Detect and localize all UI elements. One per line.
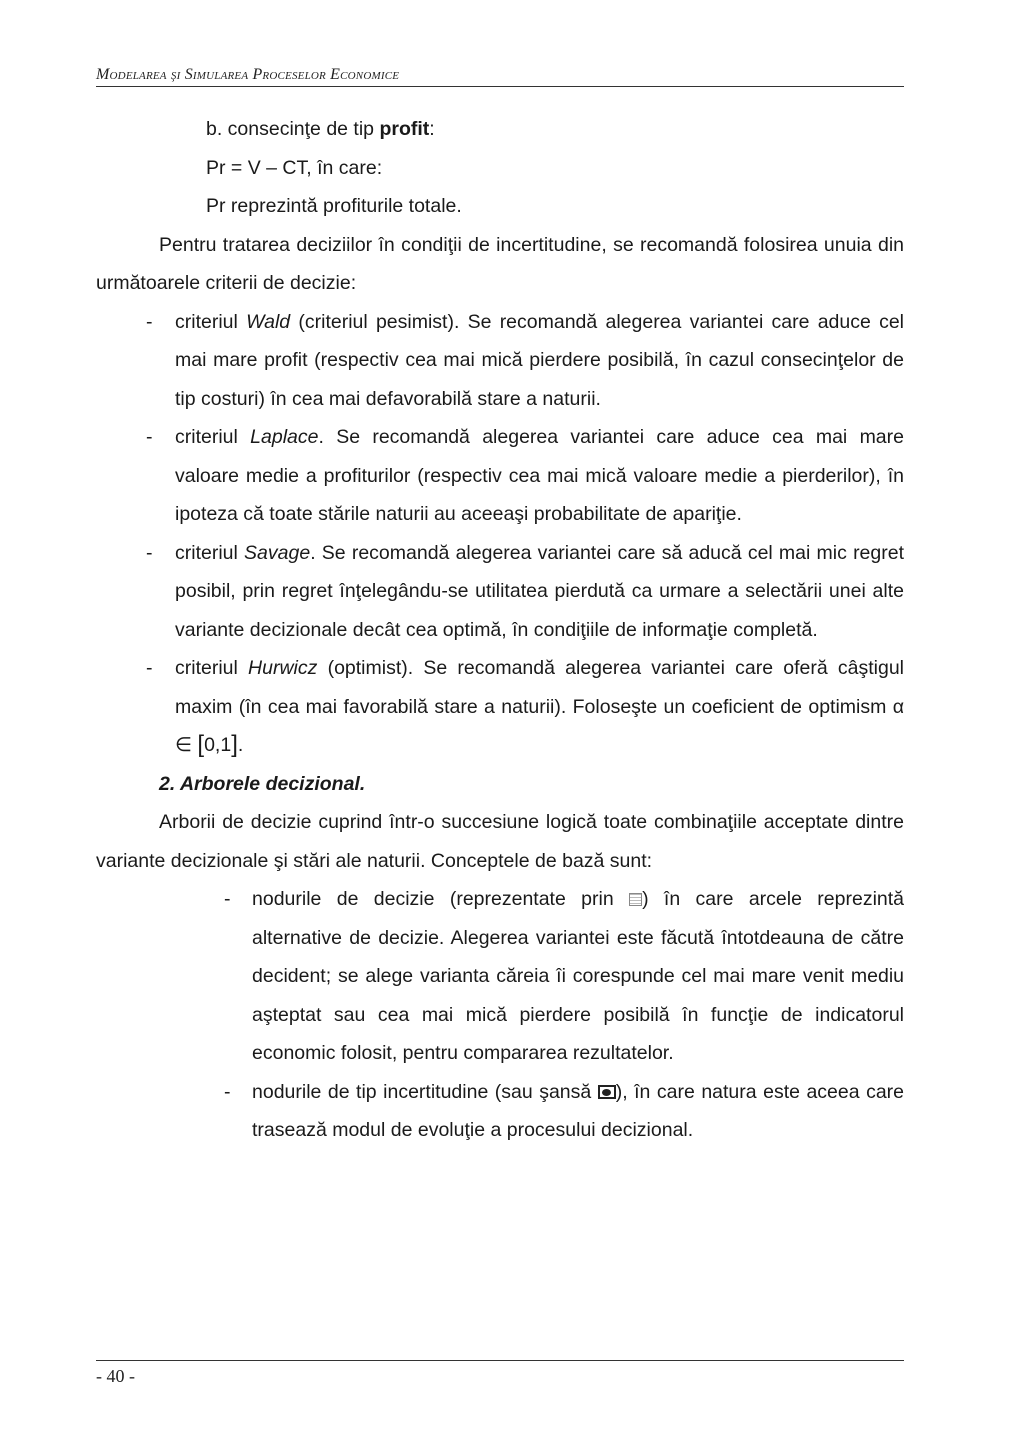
criterion-prefix: criteriul	[175, 310, 247, 333]
list-dash: -	[224, 1080, 231, 1103]
section-paragraph: Arborii de decizie cuprind într-o succesiune logică toate combinaţiile acceptate dintre variante decizionale şi stări ale naturii. Conceptele de bază sunt:	[96, 811, 904, 872]
criterion-prefix: criteriul	[175, 657, 249, 679]
list-dash: -	[146, 657, 153, 679]
running-header: Modelarea şi Simularea Proceselor Economice	[96, 66, 400, 83]
profit-label	[96, 110, 904, 149]
node-text-after: ) în care arcele reprezintă alternative de decizie. Alegerea variantei este făcută întotdeauna de către decident; se alege varianta căreia îi corespunde cel mai mare venit mediu aşteptat sau cea mai mică pierdere posibilă în funcţie de indicatorul economic folosit, pentru compararea rezultatelor.	[252, 888, 905, 1064]
criterion-prefix: criteriul	[175, 426, 251, 448]
node-text-before: nodurile de tip incertitudine (sau şansă	[252, 1080, 598, 1103]
footer-rule	[96, 1360, 904, 1361]
criterion-laplace	[96, 418, 904, 534]
profit-label-bold: profit	[379, 118, 430, 140]
nodes-list	[96, 880, 904, 1150]
optimism-interval: 0,1	[204, 734, 232, 756]
list-dash: -	[146, 541, 153, 564]
chance-nodes-item	[96, 1073, 904, 1150]
chance-node-circle-icon	[598, 1085, 616, 1099]
node-text-after: ), în care natura este aceea care trasează modul de evoluţie a procesului decizional.	[252, 1080, 904, 1141]
sentence-end: .	[237, 734, 244, 756]
criterion-text: (optimist). Se recomandă alegerea variantei care oferă câştigul maxim (în cea mai favorabilă stare a naturii). Foloseşte un coeficient de optimism	[175, 657, 905, 718]
profit-label-prefix: b. consecinţe de tip	[206, 118, 380, 140]
criterion-prefix: criteriul	[175, 541, 245, 564]
criterion-text: (criteriul pesimist). Se recomandă alegerea variantei care aduce cel mai mare profit (respectiv cea mai mică pierdere posibilă, în cazul consecinţelor de tip costuri) în cea mai defavorabilă stare a naturii.	[175, 310, 904, 410]
criterion-wald	[96, 303, 904, 419]
criterion-savage	[96, 534, 904, 650]
interval-open-bracket: [	[197, 731, 205, 758]
criterion-name: Hurwicz	[248, 657, 318, 679]
node-text-before: nodurile de decizie (reprezentate prin	[252, 888, 630, 910]
criterion-text: . Se recomandă alegerea variantei care aduce cea mai mare valoare medie a profiturilor (respectiv cea mai mică valoare medie a pierderilor), în ipoteza că toate stările naturii au aceeaşi probabilitate de apariţie.	[175, 426, 904, 525]
header-rule	[96, 86, 904, 87]
decision-node-square-icon	[629, 893, 642, 906]
list-dash: -	[146, 310, 153, 333]
profit-label-suffix: :	[429, 118, 435, 140]
intro-paragraph: Pentru tratarea deciziilor în condiţii de incertitudine, se recomandă folosirea unuia din următoarele criterii de decizie:	[96, 233, 904, 294]
page-number: - 40 -	[96, 1366, 135, 1386]
list-dash: -	[146, 426, 153, 448]
criterion-name: Laplace	[250, 426, 319, 448]
interval-close-bracket: ]	[231, 731, 238, 758]
criterion-text: . Se recomandă alegerea variantei care să aducă cel mai mic regret posibil, prin regret înţelegându-se utilitatea pierdută ca urmare a selectării unei alte variante decizionale decât cea optimă, în condiţiile de informaţie completă.	[175, 541, 905, 641]
criteria-list	[96, 303, 904, 765]
decision-nodes-item	[96, 880, 904, 1073]
section-title: 2. Arborele decizional.	[159, 772, 366, 795]
page-body	[96, 110, 904, 1150]
criterion-name: Wald	[246, 310, 291, 333]
profit-formula: Pr = V – CT, în care:	[206, 156, 383, 179]
profit-definition: Pr reprezintă profiturile totale.	[206, 195, 462, 217]
criterion-hurwicz	[96, 649, 904, 765]
list-dash: -	[224, 888, 231, 910]
optimism-symbol: α ∈	[175, 695, 904, 756]
criterion-name: Savage	[244, 541, 311, 564]
